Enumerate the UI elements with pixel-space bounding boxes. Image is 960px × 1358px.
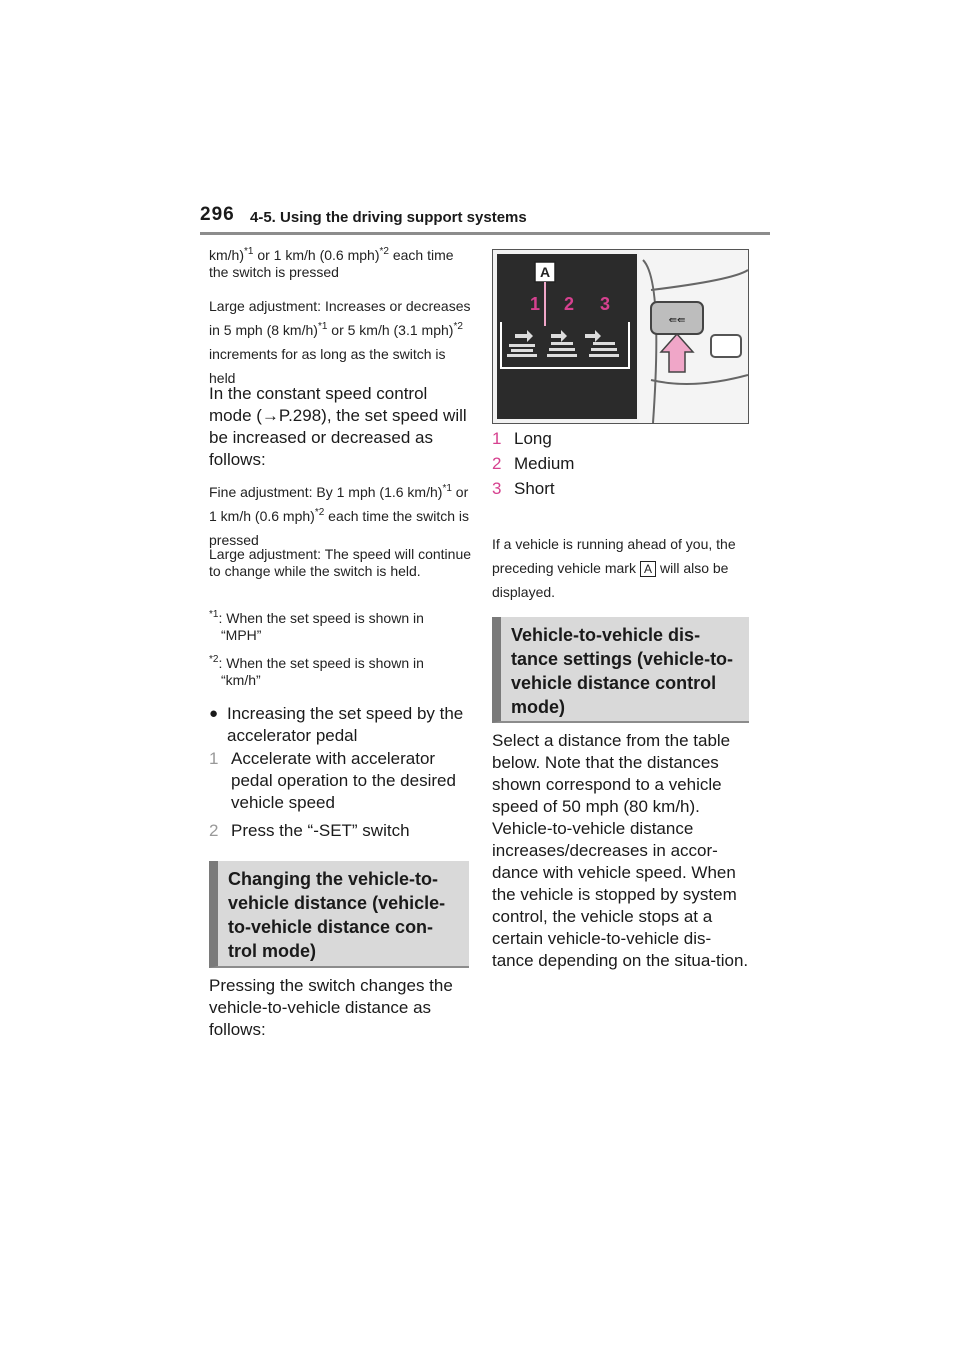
- legend-item-1: [492, 428, 750, 450]
- p2-text-b: or 5 km/h (3.1 mph): [327, 322, 454, 338]
- footnote-ref-2: *2: [379, 246, 389, 257]
- legend-text: Short: [514, 479, 555, 498]
- p3-text-a: In the constant speed control mode (: [209, 384, 428, 425]
- p4-text-c: each time the switch is pressed: [209, 508, 470, 548]
- section-heading-distance-settings: Vehicle-to-vehicle dis-tance settings (vehicle-to-vehicle distance control mode): [492, 617, 749, 723]
- footnote-1-mark: *1: [209, 609, 219, 620]
- distance-switch-icon: ⇚⇚: [668, 315, 686, 326]
- legend-number: 2: [492, 454, 502, 473]
- footnote-1-text: : When the set speed is shown in: [218, 610, 424, 626]
- bullet-accelerator: [209, 703, 471, 747]
- distance-settings-paragraph: Select a distance from the table below. Note that the distances shown correspond to a vehicle speed of 50 mph (80 km/h). Vehicle-to-vehicle distance increases/decreases in accor-dance with vehicle speed. When the vehicle is stopped by system control, the vehicle stops at a certain vehicle-to-vehicle dis-tance depending on the situa-tion.: [492, 731, 749, 970]
- footnote-ref-1: *1: [442, 483, 452, 494]
- legend-text: Long: [514, 429, 552, 448]
- header-rule: [200, 232, 770, 235]
- footnote-ref-2: *2: [314, 507, 325, 518]
- illustration-svg: [493, 250, 748, 423]
- footnote-2-text-2: “km/h”: [221, 672, 261, 688]
- footnote-ref-1: *1: [317, 321, 328, 332]
- p1-text-c: each time the switch is pressed: [209, 247, 454, 280]
- p4-text-b: or 1 km/h (0.6 mph): [209, 484, 469, 524]
- p2-text-a: Large adjustment: Increases or decreases in 5 mph (8 km/h): [209, 298, 471, 338]
- legend-number: 3: [492, 479, 502, 498]
- footnote-1: [209, 610, 471, 644]
- p1-text-a: km/h): [209, 247, 244, 263]
- p1-text-b: or 1 km/h (0.6 mph): [253, 247, 380, 263]
- large-adjust-text: [209, 294, 471, 390]
- legend-text: Medium: [514, 454, 575, 473]
- p2-text-c: increments for as long as the switch is held: [209, 346, 446, 386]
- preceding-vehicle-note: [492, 532, 750, 604]
- constant-speed-paragraph: [209, 383, 471, 471]
- legend-item-3: [492, 478, 750, 500]
- page-ref-arrow: →: [261, 406, 279, 425]
- legend-item-2: [492, 453, 750, 475]
- side-button: [711, 335, 741, 357]
- distance-label-1: 1: [530, 294, 541, 314]
- legend-number: 1: [492, 429, 502, 448]
- step-2: [209, 820, 471, 842]
- pressing-switch-paragraph: Pressing the switch changes the vehicle-to-vehicle distance as follows:: [209, 976, 453, 1039]
- distance-switch-illustration: [492, 249, 749, 424]
- note-text-b: will also be displayed.: [492, 560, 729, 600]
- step-text: Accelerate with accelerator pedal operation to the desired vehicle speed: [231, 749, 456, 812]
- footnote-2-text: : When the set speed is shown in: [218, 655, 424, 671]
- footnote-2: [209, 655, 471, 689]
- fine-adjust-mph-text: [209, 247, 471, 281]
- footnote-2-mark: *2: [209, 654, 219, 665]
- step-text: Press the “-SET” switch: [231, 821, 410, 840]
- fine-adjust-constant-text: [209, 480, 471, 552]
- bullet-text: Increasing the set speed by the accelerator pedal: [227, 704, 464, 745]
- section-heading-changing-distance: Changing the vehicle-to-vehicle distance (vehicle-to-vehicle distance con-trol mode): [209, 861, 469, 968]
- step-number: 1: [209, 749, 219, 768]
- footnote-ref-2: *2: [453, 321, 463, 332]
- note-text-a: If a vehicle is running ahead of you, the preceding vehicle mark: [492, 536, 736, 576]
- p3-text-b[interactable]: P.298), the set speed will be increased or decreased as follows:: [209, 406, 467, 469]
- distance-label-3: 3: [600, 294, 611, 314]
- callout-a-label: A: [539, 264, 551, 280]
- footnote-1-text-2: “MPH”: [221, 627, 262, 643]
- footnote-ref-1: *1: [244, 246, 254, 257]
- page-number: 296: [200, 204, 235, 225]
- callout-a-inline: A: [640, 561, 656, 577]
- step-number: 2: [209, 821, 219, 840]
- distance-label-2: 2: [564, 294, 575, 314]
- section-title: 4-5. Using the driving support systems: [250, 209, 527, 226]
- bullet-dot-icon: ●: [209, 705, 219, 722]
- p4-text-a: Fine adjustment: By 1 mph (1.6 km/h): [209, 484, 443, 500]
- large-adjust-constant-text: Large adjustment: The speed will continue to change while the switch is held.: [209, 546, 472, 579]
- step-1: [209, 748, 471, 814]
